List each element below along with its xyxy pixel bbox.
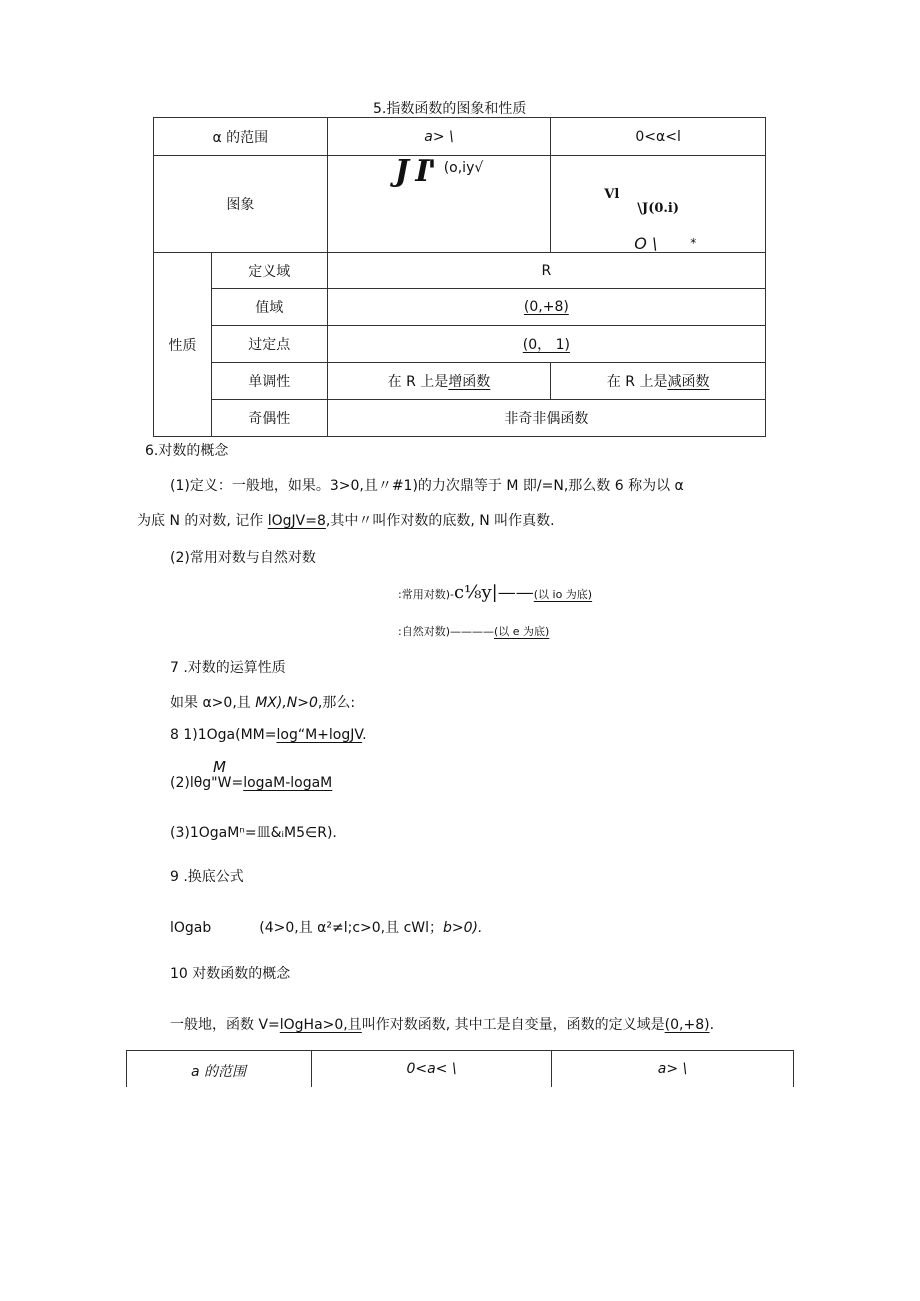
condition-prefix: 如果 α>0,且 <box>170 695 256 711</box>
condition-suffix: ,那么: <box>317 695 356 711</box>
change-of-base-left: lOgab <box>170 920 212 936</box>
fixed-point-label: 过定点 <box>248 337 291 353</box>
monotonicity-label-cell <box>211 363 327 400</box>
graph-origin-label: O \ <box>634 234 658 253</box>
common-log-base: (以 io 为底) <box>533 588 593 601</box>
range-label-cell <box>154 118 328 156</box>
graph-label-cell <box>154 156 328 253</box>
section7-condition <box>170 692 355 712</box>
log-rule-2 <box>170 775 332 791</box>
natural-log-base: (以 e 为底) <box>494 625 550 638</box>
change-of-base-condition: (4>0,且 α²≠l;c>0,且 cWl； <box>259 920 444 936</box>
graph-star-mark: * <box>690 236 697 250</box>
section10-title: 10 对数函数的概念 <box>170 966 291 982</box>
a-lt-1-label: 0<α<l <box>635 128 681 145</box>
graph-glyph-left: J I' <box>394 154 435 189</box>
logfn-domain: (0,+8) <box>664 1017 710 1033</box>
table2-col2: a> \ <box>657 1061 688 1077</box>
section9-title: 9 .换底公式 <box>170 869 244 885</box>
a-gt-1-label: a> \ <box>424 128 454 145</box>
log-rule-1 <box>170 727 367 743</box>
value-range-label: 值域 <box>255 300 284 316</box>
rule1-formula: log“M+logJV <box>276 727 363 743</box>
table1-caption: 5.指数函数的图象和性质 <box>373 101 527 117</box>
decreasing-function: 减函数 <box>667 374 710 390</box>
table2-range-label <box>126 1061 311 1081</box>
decreasing-prefix: 在 R 上是 <box>606 374 668 390</box>
value-range-value: (0,+8) <box>523 299 569 315</box>
graph-label: 图象 <box>226 197 255 213</box>
parity-value-cell <box>327 400 765 437</box>
increasing-prefix: 在 R 上是 <box>387 374 449 390</box>
range-value-cell <box>327 289 765 326</box>
parity-label-cell <box>211 400 327 437</box>
log-rule-3: (3)1OgaMⁿ=皿&ᵢM5∈R). <box>170 825 337 841</box>
section6-title: 6.对数的概念 <box>145 443 229 459</box>
common-log-symbol: c⅛y|—— <box>453 582 534 603</box>
monotonicity-label: 单调性 <box>248 374 291 390</box>
change-of-base-condition-b: b>0). <box>443 920 483 936</box>
increasing-function: 增函数 <box>448 374 491 390</box>
a-gt-1-header <box>327 118 551 156</box>
fixed-point-value-cell <box>327 326 765 363</box>
range-label: α 的范围 <box>212 129 269 146</box>
def-line2-suffix: ,其中〃叫作对数的底数, N 叫作真数. <box>325 513 555 529</box>
rule2-numerator: M <box>213 758 226 776</box>
table2-range-text: a 的范围 <box>190 1064 247 1080</box>
domain-label: 定义域 <box>248 263 291 280</box>
exponential-function-table <box>153 117 766 437</box>
common-log-label: :常用对数)- <box>398 588 454 601</box>
logfn-prefix: 一般地，函数 V= <box>170 1017 280 1033</box>
logfn-formula: lOgHa>0,且 <box>279 1017 362 1033</box>
rule1-prefix: 8 1)1Oga(MM= <box>170 727 277 743</box>
range-row-label-cell <box>211 289 327 326</box>
rule2-formula: logaM-logaM <box>243 775 333 791</box>
domain-label-cell <box>211 253 327 289</box>
properties-label-cell <box>154 253 212 437</box>
rule1-suffix: . <box>362 727 367 743</box>
change-of-base-formula <box>170 917 482 937</box>
log-function-definition <box>170 1014 714 1034</box>
log-definition-line1: (1)定义：一般地，如果。3>0,且〃#1)的力次鼎等于 M 即/=N,那么数 6 称为以 α <box>170 478 684 494</box>
graph-vl-label: Vl <box>604 187 620 202</box>
graph-a-lt-1-cell <box>551 156 766 253</box>
a-lt-1-header <box>551 118 766 156</box>
domain-value-cell <box>327 253 765 289</box>
parity-value: 非奇非偶函数 <box>504 411 589 427</box>
def-line2-prefix: 为底 N 的对数, 记作 <box>137 513 268 529</box>
table2-col1: 0<a< \ <box>406 1061 457 1077</box>
monotonicity-increasing-cell <box>327 363 551 400</box>
log-definition-line2 <box>137 510 555 530</box>
common-log-line <box>398 582 592 603</box>
graph-point-right: \J(0.i) <box>637 201 680 216</box>
fixed-point-value: (0， 1) <box>522 337 570 353</box>
natural-log-line <box>398 623 549 639</box>
section7-title: 7 .对数的运算性质 <box>170 660 286 676</box>
graph-a-gt-1-cell <box>327 156 551 253</box>
properties-label: 性质 <box>168 337 197 354</box>
monotonicity-decreasing-cell <box>551 363 766 400</box>
parity-label: 奇偶性 <box>248 411 291 427</box>
section6-sub2: (2)常用对数与自然对数 <box>170 550 316 566</box>
logfn-middle: 叫作对数函数, 其中工是自变量，函数的定义域是 <box>361 1017 665 1033</box>
natural-log-label: :自然对数)———— <box>398 625 494 638</box>
domain-value: R <box>541 262 552 279</box>
log-notation: lOgJV=8 <box>267 513 326 529</box>
fixed-point-label-cell <box>211 326 327 363</box>
rule2-prefix: (2)lθg"W= <box>170 775 244 791</box>
logarithm-table-header <box>126 1050 794 1087</box>
logfn-end: . <box>709 1017 715 1033</box>
condition-italic: MX),N>0 <box>255 695 318 711</box>
graph-point-left: (o,iy√ <box>443 160 484 176</box>
table2-border-right <box>793 1051 794 1087</box>
